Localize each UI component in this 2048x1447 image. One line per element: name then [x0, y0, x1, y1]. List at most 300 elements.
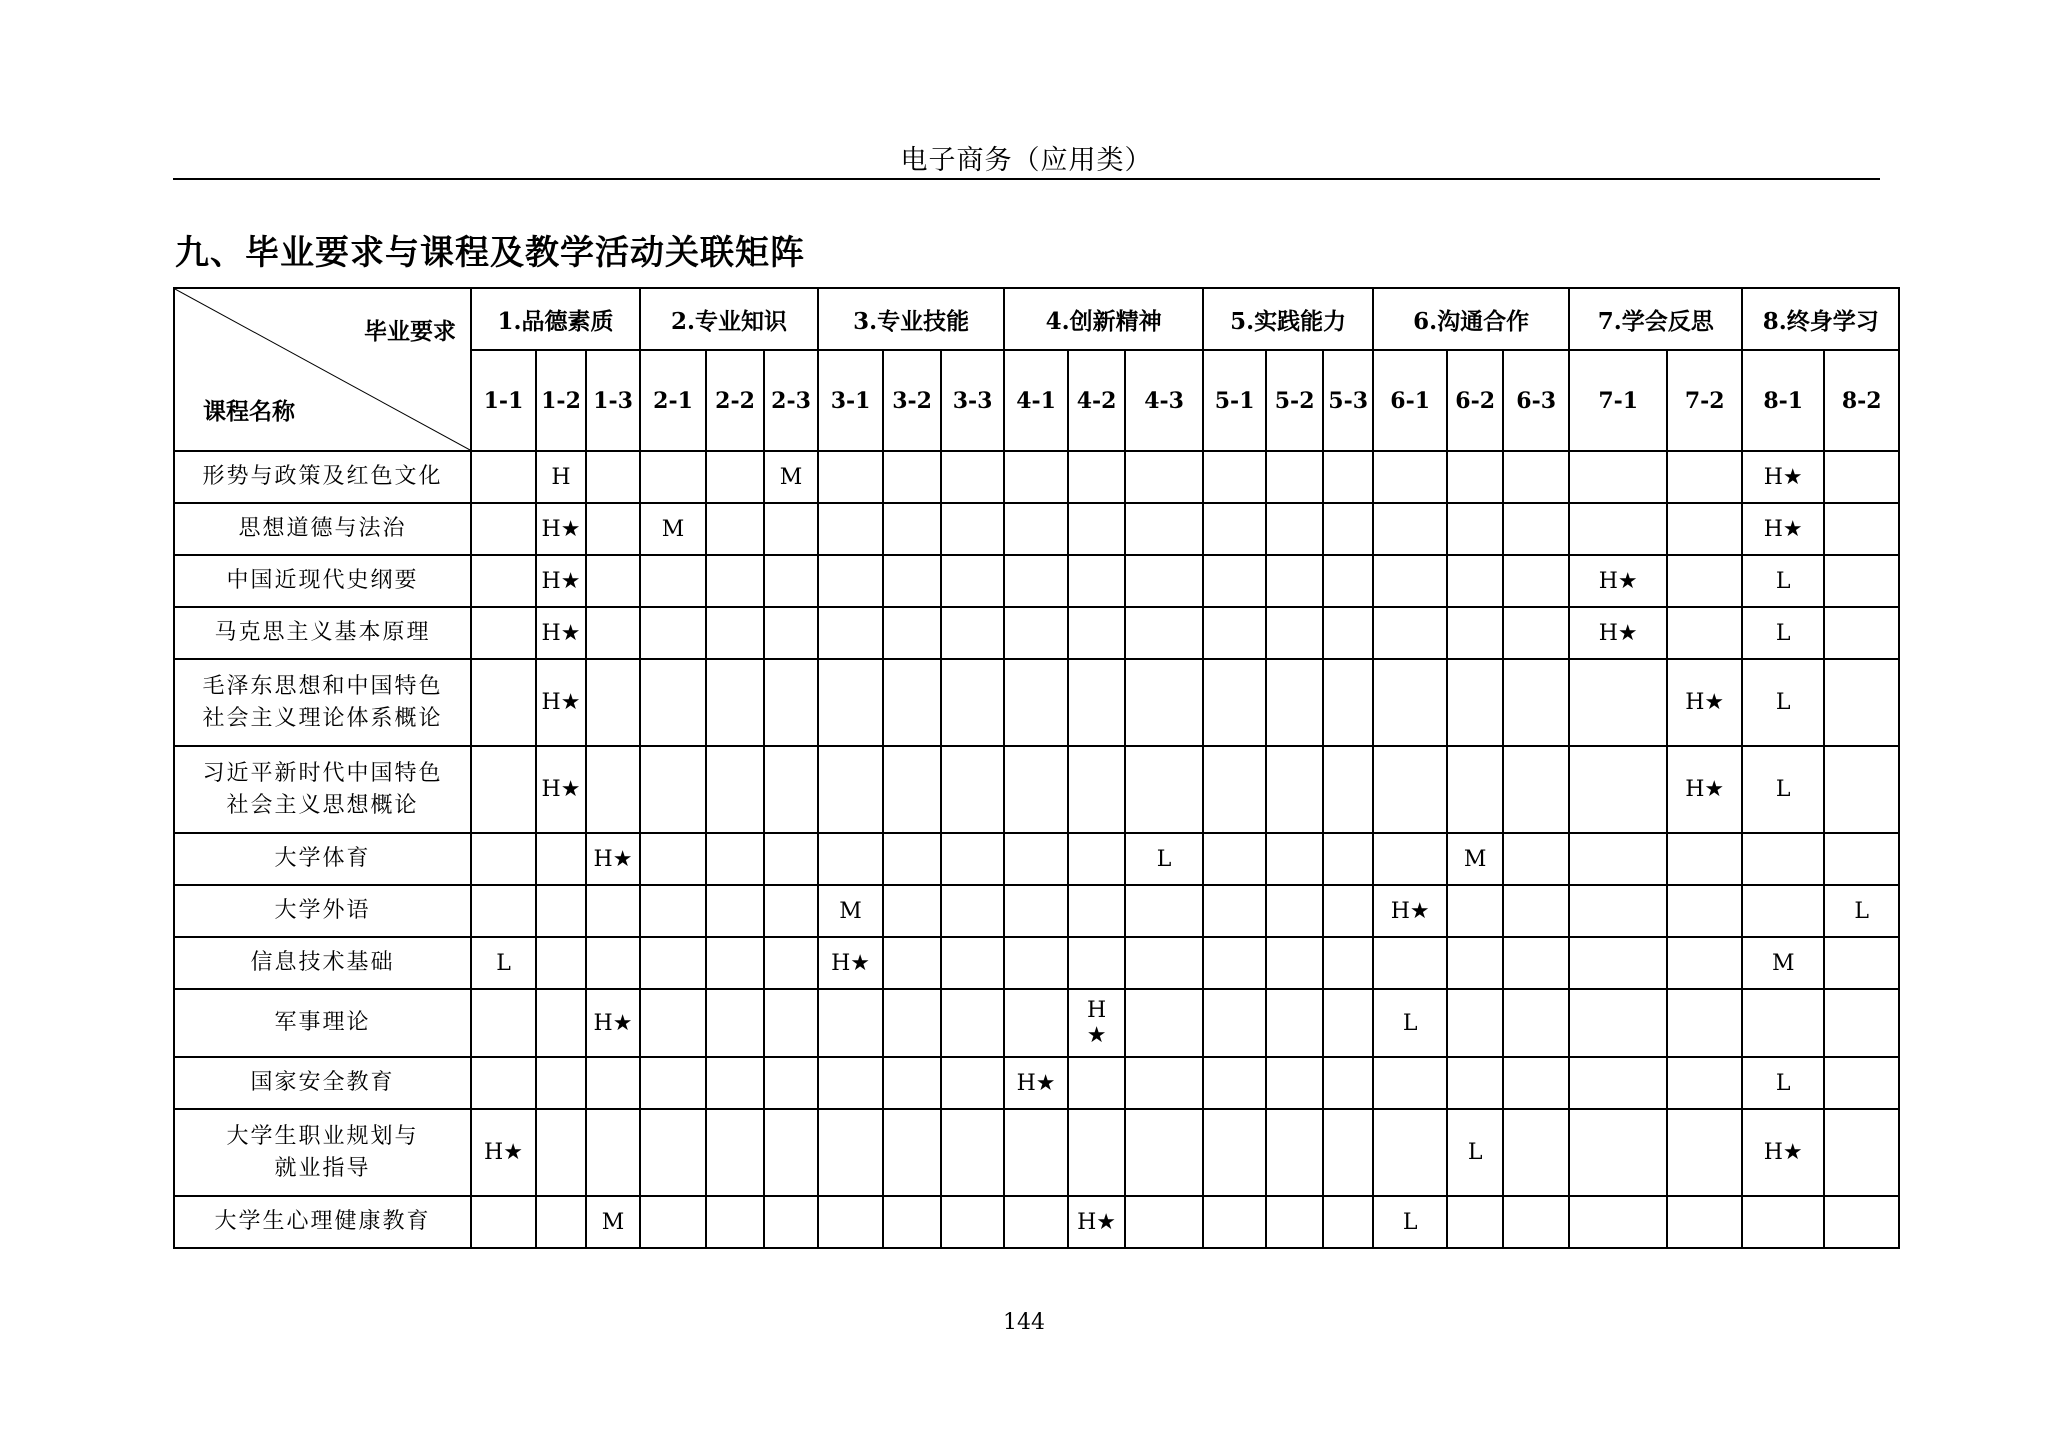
matrix-cell: [764, 746, 818, 833]
matrix-cell: [640, 937, 706, 989]
relevance-mark: L: [1402, 1010, 1418, 1036]
matrix-cell: [586, 937, 640, 989]
requirement-group-header: 8.终身学习: [1742, 288, 1899, 350]
matrix-cell: [1667, 659, 1742, 746]
matrix-cell: [1742, 1109, 1824, 1196]
matrix-cell: [1203, 659, 1266, 746]
relevance-mark: H★: [541, 777, 581, 802]
matrix-cell: [1125, 503, 1203, 555]
matrix-cell: [1503, 451, 1569, 503]
matrix-cell: [1068, 833, 1125, 885]
running-header: 电子商务（应用类）: [900, 145, 1153, 176]
matrix-cell: [1373, 1057, 1447, 1109]
requirement-sub-header: 4-1: [1004, 350, 1068, 451]
matrix-cell: [1447, 746, 1503, 833]
matrix-cell: [706, 451, 764, 503]
relevance-mark: H ★: [1086, 998, 1107, 1048]
matrix-cell: [1004, 1196, 1068, 1248]
matrix-cell: [941, 833, 1004, 885]
matrix-cell: [1125, 1109, 1203, 1196]
group-header-row: [174, 288, 1899, 350]
matrix-cell: [586, 503, 640, 555]
matrix-cell: [1824, 937, 1899, 989]
matrix-cell: [1323, 989, 1373, 1057]
matrix-cell: [640, 746, 706, 833]
matrix-cell: [1068, 607, 1125, 659]
matrix-cell: [1569, 989, 1667, 1057]
matrix-cell: [1323, 555, 1373, 607]
table-row: [174, 937, 1899, 989]
matrix-cell: [1824, 1109, 1899, 1196]
matrix-cell: [1373, 885, 1447, 937]
matrix-cell: [1503, 1109, 1569, 1196]
relevance-mark: L: [1156, 846, 1172, 872]
relevance-mark: H★: [1016, 1070, 1056, 1096]
matrix-cell: [764, 1057, 818, 1109]
requirement-sub-header: 7-1: [1569, 350, 1667, 451]
course-name-cell: [174, 607, 471, 659]
matrix-cell: [1004, 885, 1068, 937]
relevance-mark: M: [839, 898, 862, 924]
matrix-cell: [1373, 555, 1447, 607]
course-matrix-table: [173, 287, 1900, 1249]
matrix-cell: [1503, 659, 1569, 746]
matrix-cell: [1569, 746, 1667, 833]
matrix-cell: [1503, 746, 1569, 833]
matrix-cell: [1203, 885, 1266, 937]
matrix-cell: [1503, 555, 1569, 607]
matrix-cell: [1125, 555, 1203, 607]
matrix-cell: [1742, 885, 1824, 937]
matrix-cell: [1266, 885, 1323, 937]
matrix-cell: [586, 833, 640, 885]
course-name-line: 形势与政策及红色文化: [202, 464, 443, 489]
relevance-mark: L: [496, 950, 511, 976]
matrix-cell: [1503, 885, 1569, 937]
matrix-cell: [1667, 989, 1742, 1057]
relevance-mark: L: [1775, 1070, 1791, 1096]
matrix-cell: [1373, 833, 1447, 885]
matrix-cell: [1447, 989, 1503, 1057]
matrix-cell: [1742, 659, 1824, 746]
course-name-cell: [174, 503, 471, 555]
relevance-mark: H★: [541, 690, 581, 715]
requirement-sub-header: 1-1: [471, 350, 536, 451]
matrix-cell: [1004, 1057, 1068, 1109]
matrix-cell: [1667, 746, 1742, 833]
matrix-cell: [1266, 746, 1323, 833]
course-name-line: 国家安全教育: [250, 1070, 395, 1095]
matrix-cell: [941, 451, 1004, 503]
matrix-cell: [1203, 937, 1266, 989]
relevance-mark: L: [1854, 898, 1870, 924]
matrix-cell: [1203, 989, 1266, 1057]
matrix-cell: [1569, 555, 1667, 607]
matrix-cell: [1203, 833, 1266, 885]
matrix-cell: [1824, 607, 1899, 659]
matrix-cell: [536, 937, 586, 989]
matrix-cell: [471, 451, 536, 503]
matrix-cell: [883, 833, 941, 885]
matrix-cell: [764, 1109, 818, 1196]
matrix-cell: [941, 989, 1004, 1057]
matrix-cell: [1373, 937, 1447, 989]
relevance-mark: M: [601, 1209, 625, 1235]
matrix-cell: [706, 503, 764, 555]
matrix-cell: [941, 555, 1004, 607]
matrix-cell: [1447, 1109, 1503, 1196]
matrix-cell: [941, 503, 1004, 555]
matrix-cell: [586, 989, 640, 1057]
matrix-cell: [1125, 885, 1203, 937]
matrix-cell: [1824, 1057, 1899, 1109]
matrix-cell: [1004, 659, 1068, 746]
matrix-cell: [818, 607, 883, 659]
matrix-cell: [1266, 451, 1323, 503]
relevance-mark: H★: [1763, 464, 1803, 490]
matrix-cell: [818, 937, 883, 989]
matrix-cell: [1323, 746, 1373, 833]
matrix-cell: [883, 1196, 941, 1248]
matrix-cell: [471, 1057, 536, 1109]
relevance-mark: M: [1771, 950, 1795, 976]
matrix-cell: [586, 607, 640, 659]
matrix-cell: [1824, 833, 1899, 885]
matrix-cell: [1203, 555, 1266, 607]
matrix-cell: [883, 989, 941, 1057]
matrix-cell: [1447, 833, 1503, 885]
requirement-sub-header: 5-1: [1203, 350, 1266, 451]
matrix-cell: [471, 1196, 536, 1248]
matrix-cell: [1569, 833, 1667, 885]
matrix-cell: [640, 1109, 706, 1196]
header-rule: [173, 178, 1880, 180]
matrix-cell: [1125, 1196, 1203, 1248]
matrix-cell: [1004, 607, 1068, 659]
matrix-cell: [941, 937, 1004, 989]
matrix-cell: [471, 659, 536, 746]
matrix-cell: [1569, 503, 1667, 555]
relevance-mark: H: [551, 464, 571, 490]
matrix-cell: [1323, 1196, 1373, 1248]
matrix-cell: [1323, 1057, 1373, 1109]
matrix-cell: [1503, 1057, 1569, 1109]
matrix-cell: [1068, 885, 1125, 937]
matrix-cell: [471, 746, 536, 833]
matrix-cell: [1203, 1057, 1266, 1109]
matrix-cell: [764, 885, 818, 937]
requirement-sub-header: 8-1: [1742, 350, 1824, 451]
matrix-cell: [1373, 1196, 1447, 1248]
matrix-cell: [1004, 937, 1068, 989]
matrix-cell: [1824, 1196, 1899, 1248]
requirement-sub-header: 2-2: [706, 350, 764, 451]
matrix-cell: [883, 451, 941, 503]
requirement-sub-header: 4-2: [1068, 350, 1125, 451]
table-row: [174, 1109, 1899, 1196]
matrix-cell: [1824, 555, 1899, 607]
matrix-cell: [706, 607, 764, 659]
matrix-cell: [764, 607, 818, 659]
matrix-cell: [706, 1196, 764, 1248]
matrix-cell: [1068, 937, 1125, 989]
table-row: [174, 746, 1899, 833]
matrix-cell: [764, 555, 818, 607]
relevance-mark: H★: [831, 950, 871, 976]
matrix-cell: [818, 1057, 883, 1109]
matrix-cell: [1125, 659, 1203, 746]
matrix-cell: [1824, 503, 1899, 555]
requirement-sub-header: 6-3: [1503, 350, 1569, 451]
matrix-cell: [1824, 451, 1899, 503]
matrix-cell: [883, 937, 941, 989]
matrix-cell: [640, 833, 706, 885]
matrix-cell: [1203, 1196, 1266, 1248]
matrix-cell: [1447, 937, 1503, 989]
relevance-mark: M: [1463, 846, 1487, 872]
relevance-mark: H★: [1390, 898, 1430, 924]
matrix-cell: [1447, 1196, 1503, 1248]
relevance-mark: H★: [541, 516, 581, 542]
matrix-cell: [1004, 1109, 1068, 1196]
matrix-cell: [1447, 607, 1503, 659]
relevance-mark: H★: [1598, 568, 1638, 594]
matrix-cell: [1323, 659, 1373, 746]
matrix-cell: [1824, 746, 1899, 833]
matrix-cell: [1742, 1196, 1824, 1248]
requirement-group-header: 6.沟通合作: [1373, 288, 1569, 350]
matrix-cell: [640, 503, 706, 555]
matrix-cell: [536, 746, 586, 833]
course-name-line: 大学生职业规划与: [226, 1123, 419, 1149]
matrix-cell: [706, 1109, 764, 1196]
matrix-cell: [1203, 746, 1266, 833]
course-name-line: 大学体育: [274, 846, 371, 871]
matrix-cell: [706, 885, 764, 937]
course-name-line: 中国近现代史纲要: [226, 568, 419, 593]
course-name-line: 信息技术基础: [250, 950, 395, 975]
matrix-cell: [818, 451, 883, 503]
matrix-cell: [1266, 607, 1323, 659]
matrix-cell: [640, 989, 706, 1057]
matrix-cell: [764, 937, 818, 989]
relevance-mark: L: [1775, 690, 1791, 715]
matrix-cell: [818, 746, 883, 833]
matrix-cell: [1004, 503, 1068, 555]
requirement-sub-header: 8-2: [1824, 350, 1899, 451]
matrix-cell: [1323, 607, 1373, 659]
matrix-cell: [1569, 1196, 1667, 1248]
matrix-cell: [586, 555, 640, 607]
course-name-cell: [174, 833, 471, 885]
requirement-sub-header: 3-3: [941, 350, 1004, 451]
matrix-cell: [1373, 607, 1447, 659]
requirement-sub-header: 4-3: [1125, 350, 1203, 451]
matrix-cell: [818, 833, 883, 885]
course-name-line: 军事理论: [274, 1010, 371, 1035]
matrix-cell: [1824, 885, 1899, 937]
matrix-cell: [1667, 451, 1742, 503]
matrix-cell: [536, 1196, 586, 1248]
course-name-cell: [174, 937, 471, 989]
matrix-cell: [883, 659, 941, 746]
matrix-cell: [1203, 451, 1266, 503]
relevance-mark: H★: [1763, 1140, 1803, 1165]
requirement-group-header: 1.品德素质: [471, 288, 640, 350]
matrix-cell: [1266, 555, 1323, 607]
matrix-cell: [941, 1057, 1004, 1109]
matrix-cell: [1569, 451, 1667, 503]
course-name-cell: [174, 555, 471, 607]
course-name-cell: [174, 885, 471, 937]
matrix-cell: [1742, 833, 1824, 885]
course-name-line: 就业指导: [274, 1155, 371, 1181]
matrix-cell: [1266, 659, 1323, 746]
matrix-cell: [1125, 1057, 1203, 1109]
matrix-cell: [941, 659, 1004, 746]
matrix-cell: [1742, 989, 1824, 1057]
corner-label-courses: 课程名称: [203, 398, 295, 425]
matrix-cell: [883, 1109, 941, 1196]
matrix-cell: [883, 746, 941, 833]
matrix-cell: [1569, 659, 1667, 746]
matrix-cell: [1203, 1109, 1266, 1196]
course-name-line: 大学外语: [274, 898, 371, 923]
matrix-cell: [1323, 833, 1373, 885]
matrix-cell: [1503, 1196, 1569, 1248]
matrix-cell: [471, 607, 536, 659]
course-name-cell: [174, 746, 471, 833]
requirement-sub-header: 6-1: [1373, 350, 1447, 451]
matrix-cell: [1503, 607, 1569, 659]
section-title: 九、毕业要求与课程及教学活动关联矩阵: [175, 233, 805, 273]
matrix-cell: [640, 885, 706, 937]
requirement-sub-header: 2-1: [640, 350, 706, 451]
matrix-cell: [706, 746, 764, 833]
relevance-mark: L: [1775, 568, 1791, 594]
matrix-cell: [471, 503, 536, 555]
matrix-cell: [706, 555, 764, 607]
requirement-sub-header: 5-3: [1323, 350, 1373, 451]
matrix-cell: [640, 451, 706, 503]
matrix-cell: [1125, 746, 1203, 833]
matrix-cell: [764, 451, 818, 503]
matrix-cell: [1667, 1057, 1742, 1109]
matrix-cell: [1447, 503, 1503, 555]
course-name-cell: [174, 1196, 471, 1248]
matrix-cell: [586, 1109, 640, 1196]
matrix-cell: [1569, 885, 1667, 937]
matrix-cell: [640, 1057, 706, 1109]
matrix-cell: [1068, 1109, 1125, 1196]
matrix-cell: [1266, 989, 1323, 1057]
relevance-mark: H★: [541, 620, 581, 646]
matrix-cell: [1373, 746, 1447, 833]
matrix-cell: [1373, 989, 1447, 1057]
matrix-cell: [1068, 451, 1125, 503]
matrix-cell: [1323, 451, 1373, 503]
matrix-cell: [640, 555, 706, 607]
matrix-cell: [471, 937, 536, 989]
matrix-cell: [536, 1109, 586, 1196]
matrix-cell: [764, 833, 818, 885]
course-name-cell: [174, 989, 471, 1057]
matrix-cell: [1004, 451, 1068, 503]
relevance-mark: H★: [1763, 516, 1803, 542]
matrix-cell: [1203, 503, 1266, 555]
matrix-cell: [1373, 451, 1447, 503]
table-corner: [174, 288, 471, 451]
matrix-cell: [586, 659, 640, 746]
table-row: [174, 555, 1899, 607]
matrix-cell: [1373, 1109, 1447, 1196]
matrix-cell: [1125, 833, 1203, 885]
matrix-cell: [941, 1196, 1004, 1248]
matrix-cell: [764, 989, 818, 1057]
matrix-cell: [1667, 937, 1742, 989]
matrix-cell: [1068, 1057, 1125, 1109]
matrix-cell: [1742, 746, 1824, 833]
matrix-cell: [1266, 1196, 1323, 1248]
matrix-cell: [586, 1196, 640, 1248]
matrix-cell: [1742, 503, 1824, 555]
matrix-cell: [818, 1196, 883, 1248]
matrix-cell: [1447, 555, 1503, 607]
relevance-mark: H★: [593, 846, 633, 872]
matrix-cell: [1068, 555, 1125, 607]
matrix-cell: [1323, 885, 1373, 937]
matrix-cell: [1569, 1057, 1667, 1109]
matrix-cell: [818, 555, 883, 607]
relevance-mark: H★: [541, 568, 581, 594]
relevance-mark: H★: [484, 1140, 523, 1165]
matrix-cell: [764, 1196, 818, 1248]
matrix-cell: [941, 746, 1004, 833]
course-name-line: 社会主义思想概论: [226, 792, 419, 818]
matrix-cell: [1667, 503, 1742, 555]
matrix-cell: [1569, 1109, 1667, 1196]
requirement-sub-header: 1-2: [536, 350, 586, 451]
matrix-cell: [1266, 937, 1323, 989]
matrix-cell: [1004, 989, 1068, 1057]
matrix-cell: [471, 833, 536, 885]
matrix-cell: [1068, 989, 1125, 1057]
matrix-cell: [1125, 451, 1203, 503]
matrix-cell: [941, 1109, 1004, 1196]
table-row: [174, 451, 1899, 503]
relevance-mark: H★: [1598, 620, 1638, 646]
table-row: [174, 659, 1899, 746]
matrix-cell: [941, 885, 1004, 937]
matrix-cell: [471, 989, 536, 1057]
matrix-cell: [1266, 503, 1323, 555]
matrix-cell: [1503, 937, 1569, 989]
matrix-cell: [1667, 1109, 1742, 1196]
requirement-sub-header: 2-3: [764, 350, 818, 451]
requirement-group-header: 7.学会反思: [1569, 288, 1742, 350]
relevance-mark: H★: [1685, 690, 1725, 715]
matrix-cell: [818, 659, 883, 746]
table-row: [174, 1057, 1899, 1109]
requirement-sub-header: 3-2: [883, 350, 941, 451]
relevance-mark: L: [1775, 777, 1791, 802]
matrix-cell: [764, 503, 818, 555]
matrix-cell: [706, 989, 764, 1057]
matrix-cell: [706, 659, 764, 746]
corner-label-requirements: 毕业要求: [364, 318, 456, 345]
matrix-cell: [941, 607, 1004, 659]
matrix-cell: [1447, 659, 1503, 746]
